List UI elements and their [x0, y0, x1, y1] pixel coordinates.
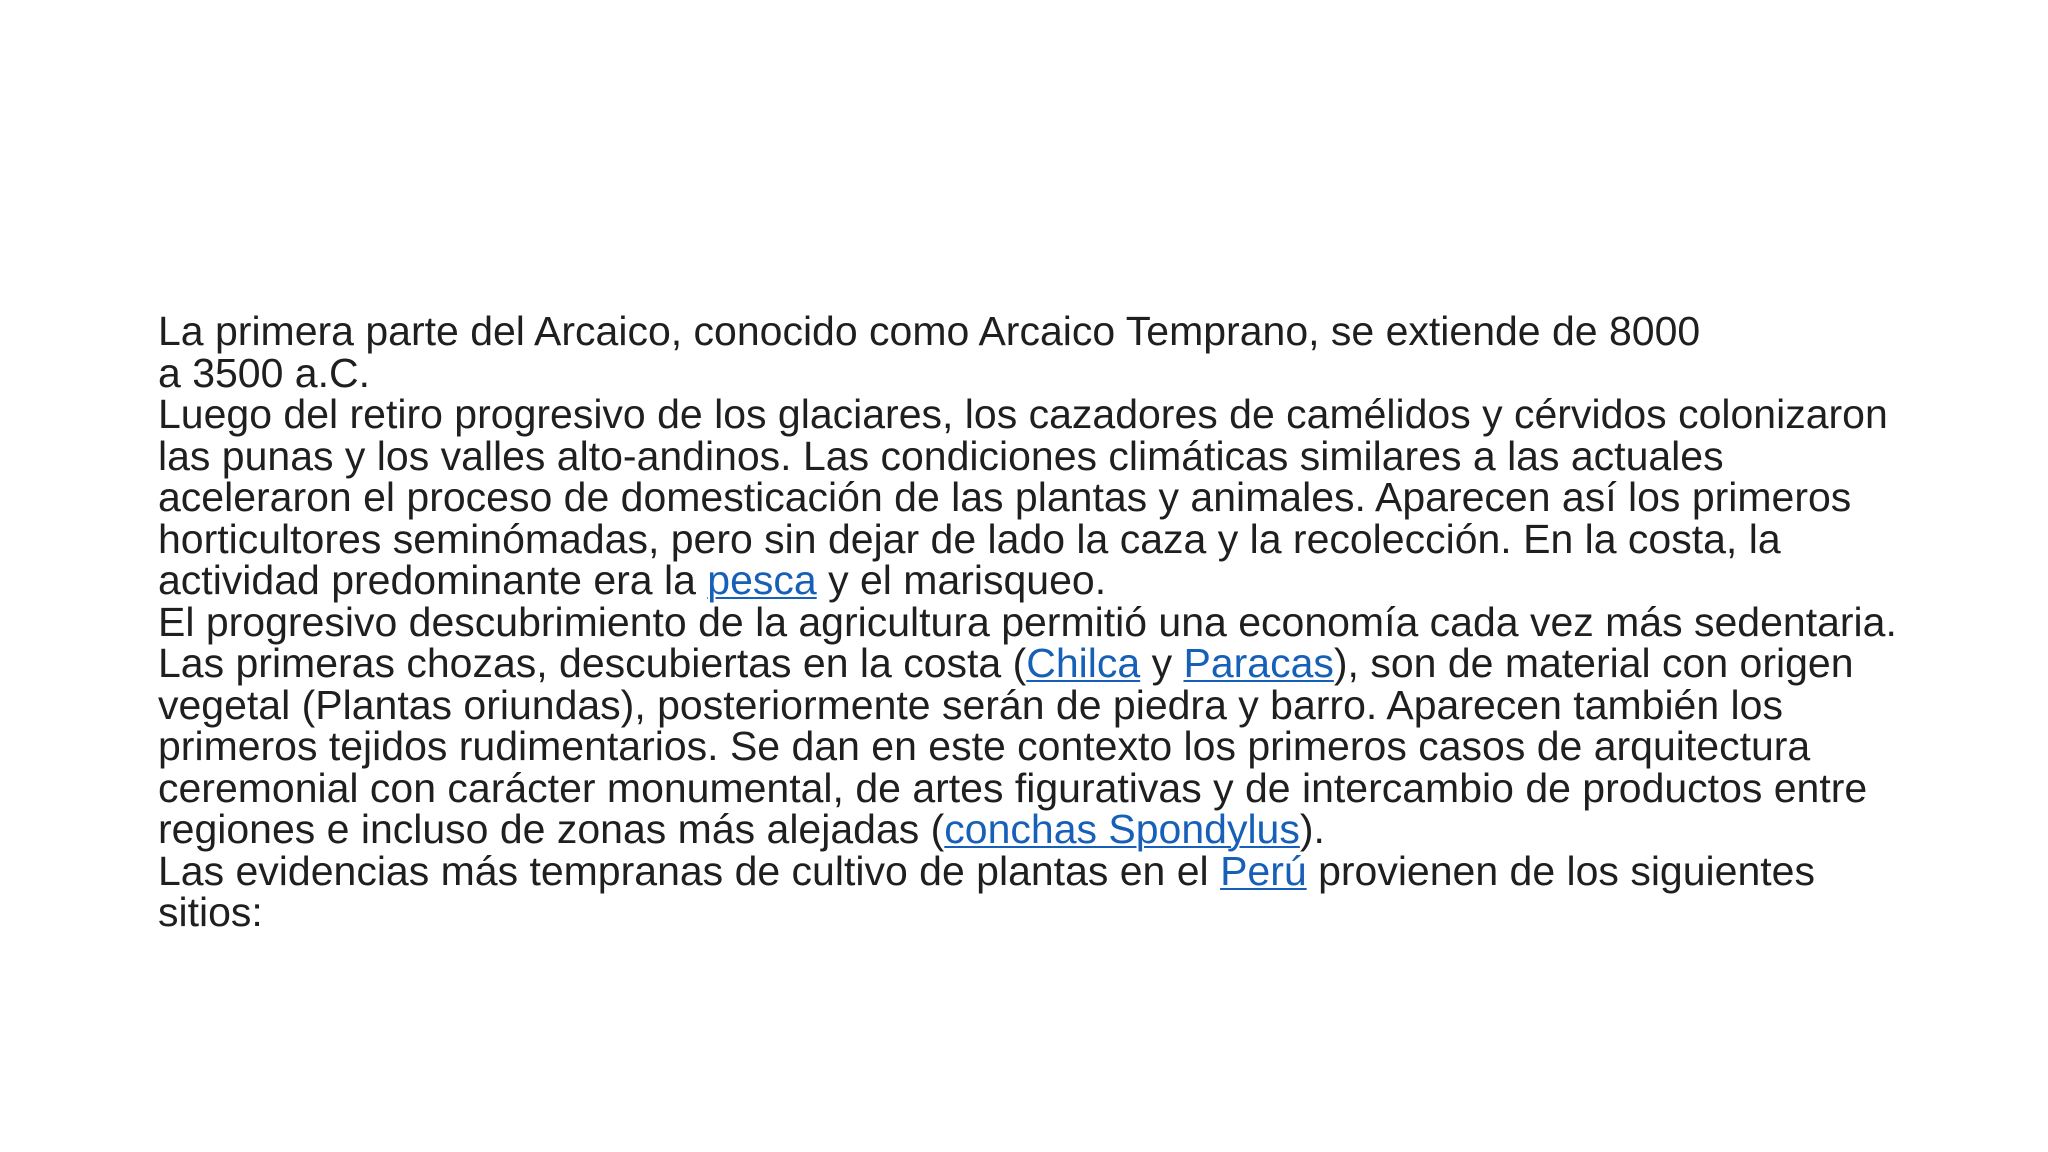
- paragraph-arcaico-temprano: [158, 308, 1928, 396]
- paragraph-text: Luego del retiro progresivo de los glaciares, los cazadores de camélidos y cérvidos colonizaron las punas y los valles alto-andinos. Las condiciones climáticas similares a las actuales aceleraron el proceso de domesticación de las plantas y animales. Aparecen así los primeros horticultores seminómadas, pero sin dejar de lado la caza y la recolección. En la costa, la actividad predominante era la: [158, 391, 1888, 603]
- link-peru[interactable]: Perú: [1220, 847, 1307, 894]
- document-text: [158, 308, 1928, 935]
- paragraph-evidencias: [158, 847, 1928, 935]
- link-conchas-spondylus[interactable]: conchas Spondylus: [944, 806, 1300, 852]
- link-chilca[interactable]: Chilca: [1026, 640, 1141, 686]
- paragraph-text-line-1: La primera parte del Arcaico, conocido como Arcaico Temprano, se extiende de 8000: [158, 308, 1701, 354]
- paragraph-text: ), son de material con origen vegetal (Plantas oriundas), posteriormente serán de piedra y barro. Aparecen también los primeros tejidos rudimentarios. Se dan en este contexto los primeros casos de arquitectura ceremonial con carácter monumental, de artes figurativas y de intercambio de productos entre regiones e incluso de zonas más alejadas (: [158, 640, 1868, 852]
- paragraph-agricultura: [158, 598, 1928, 852]
- link-paracas[interactable]: Paracas: [1183, 640, 1334, 686]
- paragraph-text: El progresivo descubrimiento de la agricultura permitió una economía cada vez más sedentaria. Las primeras chozas, descubiertas en la costa (: [158, 598, 1897, 686]
- paragraph-text: ).: [1299, 806, 1325, 852]
- paragraph-text: y: [1140, 640, 1184, 686]
- paragraph-glaciares: [158, 391, 1928, 603]
- paragraph-text: y el marisqueo.: [816, 557, 1107, 603]
- paragraph-text: provienen de los siguientes sitios:: [158, 847, 1815, 935]
- paragraph-text: Las evidencias más tempranas de cultivo de plantas en el: [158, 847, 1221, 894]
- link-pesca[interactable]: pesca: [707, 557, 817, 603]
- paragraph-text-line-2: a 3500 a.C.: [158, 349, 370, 396]
